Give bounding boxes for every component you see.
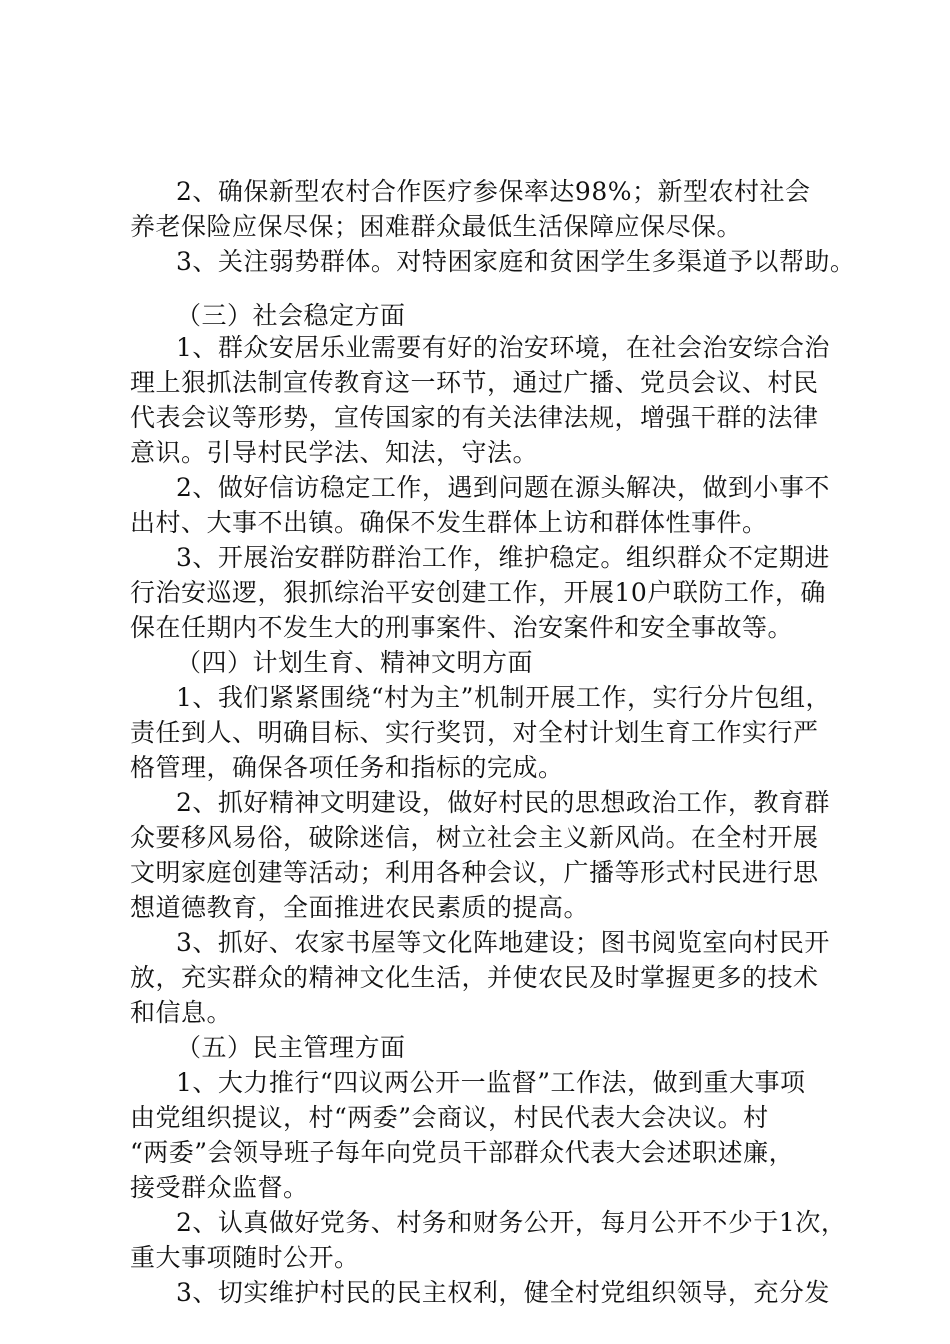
body-line: 众要移风易俗，破除迷信，树立社会主义新风尚。在全村开展 <box>130 823 819 852</box>
body-line: 由党组织提议，村“两委”会商议，村民代表大会决议。村 <box>130 1103 769 1132</box>
body-line: 文明家庭创建等活动；利用各种会议，广播等形式村民进行思 <box>130 858 819 887</box>
body-line: 2、确保新型农村合作医疗参保率达98%；新型农村社会 <box>176 177 811 206</box>
body-line: 2、抓好精神文明建设，做好村民的思想政治工作，教育群 <box>176 788 830 817</box>
body-line: 行治安巡逻，狠抓综治平安创建工作，开展10户联防工作，确 <box>130 578 826 607</box>
body-line: 接受群众监督。 <box>130 1173 309 1202</box>
body-line: “两委”会领导班子每年向党员干部群众代表大会述职述廉， <box>130 1138 795 1167</box>
body-line: 2、认真做好党务、村务和财务公开，每月公开不少于1次， <box>176 1208 847 1237</box>
body-line: 3、关注弱势群体。对特困家庭和贫困学生多渠道予以帮助。 <box>176 247 856 276</box>
body-line: 3、切实维护村民的民主权利，健全村党组织领导，充分发 <box>176 1278 830 1307</box>
body-line: 1、群众安居乐业需要有好的治安环境，在社会治安综合治 <box>176 333 830 362</box>
body-line: 1、大力推行“四议两公开一监督”工作法，做到重大事项 <box>176 1068 806 1097</box>
body-line: 2、做好信访稳定工作，遇到问题在源头解决，做到小事不 <box>176 473 830 502</box>
section-heading: （五）民主管理方面 <box>176 1033 406 1062</box>
body-line: 出村、大事不出镇。确保不发生群体上访和群体性事件。 <box>130 508 768 537</box>
section-heading: （三）社会稳定方面 <box>176 301 406 330</box>
body-line: 和信息。 <box>130 998 233 1027</box>
body-line: 责任到人、明确目标、实行奖罚，对全村计划生育工作实行严 <box>130 718 819 747</box>
body-line: 格管理，确保各项任务和指标的完成。 <box>130 753 564 782</box>
body-line: 代表会议等形势，宣传国家的有关法律法规，增强干群的法律 <box>130 403 819 432</box>
body-line: 放，充实群众的精神文化生活，并使农民及时掌握更多的技术 <box>130 963 819 992</box>
body-line: 意识。引导村民学法、知法，守法。 <box>130 438 539 467</box>
body-line: 重大事项随时公开。 <box>130 1243 360 1272</box>
body-line: 想道德教育，全面推进农民素质的提高。 <box>130 893 590 922</box>
body-line: 保在任期内不发生大的刑事案件、治安案件和安全事故等。 <box>130 613 794 642</box>
body-line: 理上狠抓法制宣传教育这一环节，通过广播、党员会议、村民 <box>130 368 819 397</box>
section-heading: （四）计划生育、精神文明方面 <box>176 648 534 677</box>
body-line: 1、我们紧紧围绕“村为主”机制开展工作，实行分片包组， <box>176 683 831 712</box>
body-line: 3、抓好、农家书屋等文化阵地建设；图书阅览室向村民开 <box>176 928 830 957</box>
body-line: 3、开展治安群防群治工作，维护稳定。组织群众不定期进 <box>176 543 830 572</box>
body-line: 养老保险应保尽保；困难群众最低生活保障应保尽保。 <box>130 212 743 241</box>
